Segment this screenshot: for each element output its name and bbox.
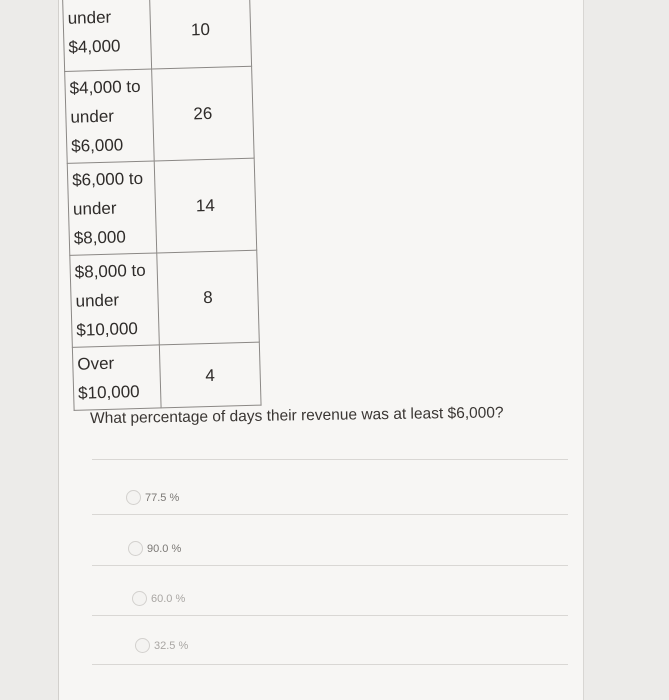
question-text: What percentage of days their revenue was at least $6,000?	[89, 404, 504, 428]
frequency-table	[62, 0, 262, 411]
count-cell: 8	[157, 250, 260, 345]
answer-option[interactable]	[132, 591, 185, 606]
count-cell: 4	[159, 342, 261, 408]
table-row	[67, 158, 256, 255]
count-cell: 26	[151, 66, 254, 161]
answer-option[interactable]	[135, 638, 188, 653]
radio-button[interactable]	[128, 541, 143, 556]
table-row	[72, 342, 261, 410]
divider	[92, 615, 568, 616]
table-row	[65, 66, 254, 163]
count-cell: 14	[154, 158, 257, 253]
option-label: 60.0 %	[151, 592, 186, 605]
option-label: 77.5 %	[145, 491, 180, 504]
table-row	[70, 250, 259, 347]
divider	[92, 664, 568, 665]
class-cell: under $4,000	[63, 0, 152, 71]
class-cell: $6,000 to under $8,000	[67, 161, 156, 255]
class-cell: $4,000 to under $6,000	[65, 69, 154, 163]
answer-option[interactable]	[128, 541, 181, 556]
radio-button[interactable]	[126, 490, 141, 505]
divider	[92, 459, 568, 460]
option-label: 32.5 %	[154, 639, 189, 652]
count-cell: 10	[149, 0, 251, 69]
answer-option[interactable]	[126, 490, 179, 505]
divider	[92, 565, 568, 566]
radio-button[interactable]	[135, 638, 150, 653]
class-cell: Over $10,000	[72, 345, 161, 410]
class-cell: $8,000 to under $10,000	[70, 253, 159, 347]
option-label: 90.0 %	[147, 542, 182, 555]
divider	[92, 514, 568, 515]
table-row	[63, 0, 252, 71]
radio-button[interactable]	[132, 591, 147, 606]
